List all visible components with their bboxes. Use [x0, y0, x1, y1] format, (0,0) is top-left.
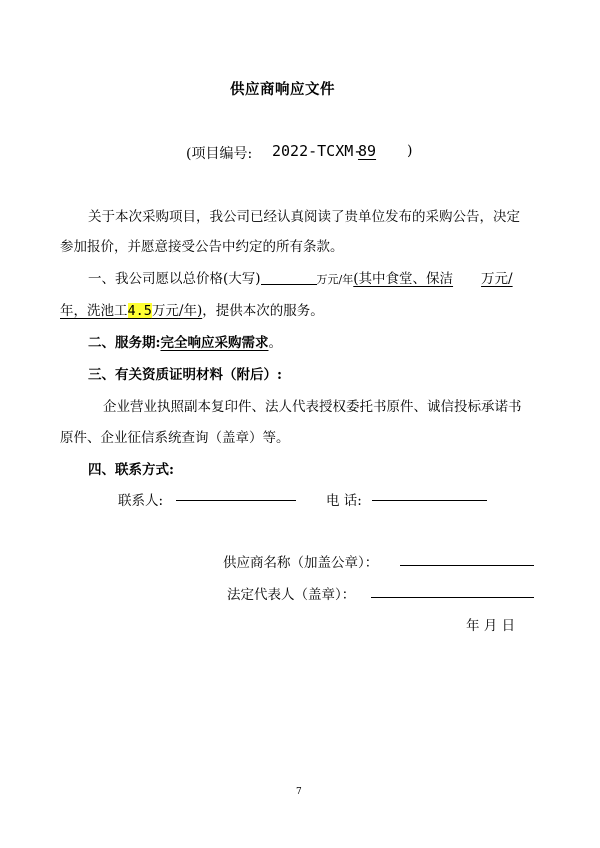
service-label: 二、服务期: [88, 335, 161, 351]
price-line2-start: 年，洗池工 [60, 303, 128, 319]
document-title: 供应商响应文件 [230, 81, 335, 98]
price-highlight-value: 4.5 [127, 303, 152, 319]
service-end: 。 [268, 335, 282, 351]
page-number: 7 [296, 787, 302, 797]
contact-phone-label: 电 话: [326, 493, 362, 509]
price-line-1 [88, 267, 513, 287]
project-open: (项目编号: [186, 146, 253, 162]
materials-line-1: 企业营业执照副本复印件、法人代表授权委托书原件、诚信投标承诺书 [103, 399, 522, 415]
price-line2-end: ，提供本次的服务。 [202, 303, 324, 319]
supplier-name-label: 供应商名称（加盖公章）： [223, 555, 379, 571]
price-unit: 万元/年 [316, 273, 354, 286]
price-line-2 [60, 299, 324, 319]
project-number: 89 [358, 142, 377, 160]
service-value: 完全响应采购需求 [160, 335, 269, 351]
intro-line-1: 关于本次采购项目，我公司已经认真阅读了贵单位发布的采购公告，决定 [88, 209, 520, 225]
price-breakdown-unit: 万元/ [481, 271, 513, 287]
intro-line-2: 参加报价，并愿意接受公告中约定的所有条款。 [60, 239, 344, 255]
contact-person-blank [176, 486, 296, 501]
legal-rep-label: 法定代表人（盖章）： [227, 587, 356, 603]
supplier-name-blank [400, 551, 534, 566]
price-line2-unit: 万元/年) [151, 303, 203, 319]
materials-line-2: 原件、企业征信系统查询（盖章）等。 [60, 430, 290, 446]
project-close: ) [407, 143, 413, 159]
contact-person-label: 联系人: [118, 493, 164, 509]
date-line: 年 月 日 [466, 618, 516, 634]
contact-phone-blank [372, 486, 487, 501]
price-breakdown-open: (其中食堂、保洁 [353, 271, 454, 287]
price-label: 一、我公司愿以总价格(大写) [88, 271, 261, 287]
service-line [88, 331, 282, 351]
contact-label: 四、联系方式: [88, 462, 174, 478]
legal-rep-blank [371, 583, 534, 598]
price-blank [261, 270, 317, 285]
project-code: 2022-TCXM- [272, 142, 363, 160]
materials-label: 三、有关资质证明材料（附后）: [88, 367, 282, 383]
